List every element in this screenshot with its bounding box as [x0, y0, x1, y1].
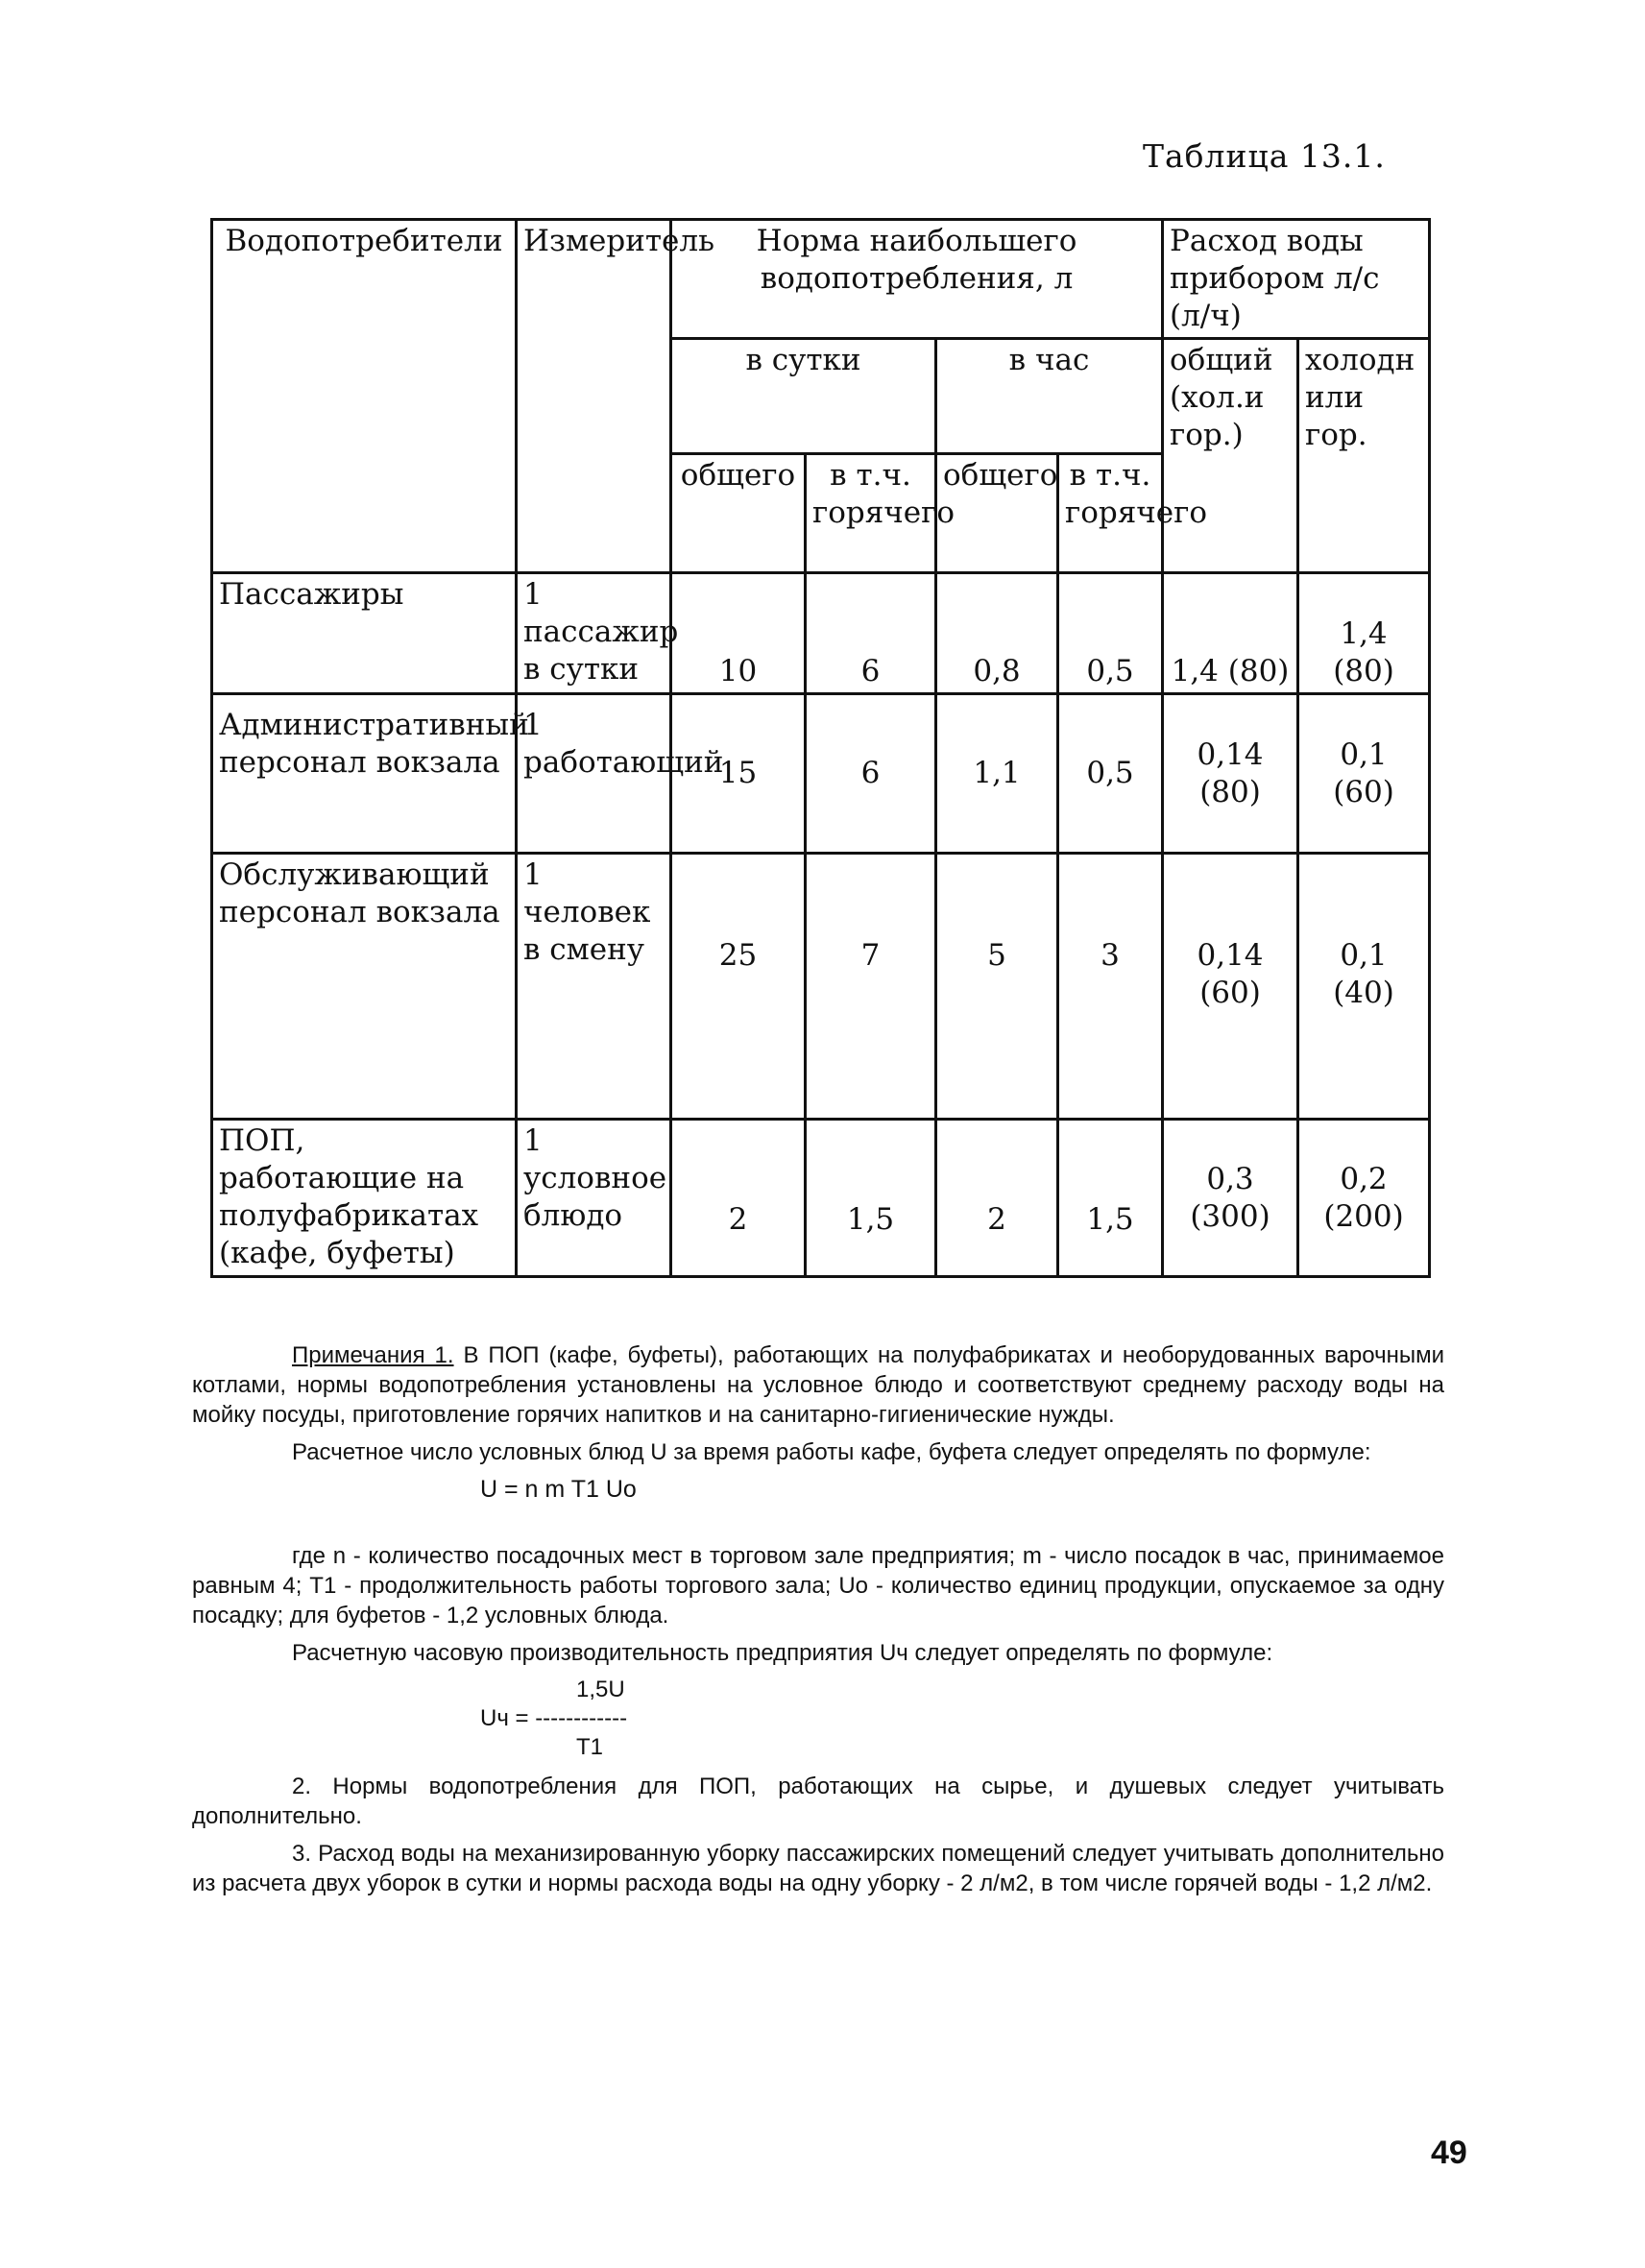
header-per-day: в сутки	[671, 339, 936, 454]
table-row	[212, 1120, 1430, 1277]
note-2: 2. Нормы водопотребления для ПОП, работающих на сырье, и душевых следует учитывать дополнительно.	[192, 1773, 1444, 1829]
cell-flow-cold: 0,2 (200)	[1298, 1120, 1430, 1277]
cell-consumer: ПОП, работающие на полуфабрикатах (кафе, буфеты)	[212, 1120, 517, 1277]
note-hourly-intro: Расчетную часовую производительность предприятия Uч следует определять по формуле:	[292, 1640, 1273, 1666]
note-1	[192, 1340, 1444, 1430]
cell-flow-cold: 0,1 (60)	[1298, 694, 1430, 854]
cell-flow-total: 0,14 (80)	[1163, 694, 1298, 854]
header-flow-total: общий (хол.и гор.)	[1163, 339, 1298, 573]
table-row	[212, 573, 1430, 694]
cell-flow-cold: 1,4 (80)	[1298, 573, 1430, 694]
notes-heading: Примечания 1.	[292, 1342, 454, 1368]
formula-u: U = n m T1 Uo	[480, 1476, 637, 1503]
cell-consumer: Обслуживающий персонал вокзала	[212, 854, 517, 1120]
cell-hour-total: 1,1	[936, 694, 1058, 854]
header-day-total: общего	[671, 454, 806, 573]
cell-day-hot: 1,5	[806, 1120, 936, 1277]
cell-hour-hot: 1,5	[1058, 1120, 1163, 1277]
formula-uch-lhs: Uч = ------------	[480, 1705, 628, 1731]
cell-consumer: Пассажиры	[212, 573, 517, 694]
cell-hour-hot: 0,5	[1058, 573, 1163, 694]
cell-unit: 1 человек в смену	[517, 854, 671, 1120]
cell-hour-total: 0,8	[936, 573, 1058, 694]
header-norm: Норма наибольшего водопотребления, л	[671, 220, 1163, 339]
header-unit: Измеритель	[517, 220, 671, 573]
header-flow: Расход воды прибором л/с (л/ч)	[1163, 220, 1430, 339]
page-number: 49	[1431, 2135, 1467, 2171]
cell-hour-total: 5	[936, 854, 1058, 1120]
cell-day-total: 2	[671, 1120, 806, 1277]
header-flow-cold: холодн или гор.	[1298, 339, 1430, 573]
header-hour-hot: в т.ч. горячего	[1058, 454, 1163, 573]
notes-section	[192, 1340, 1444, 1906]
cell-day-hot: 7	[806, 854, 936, 1120]
table-caption: Таблица 13.1.	[1143, 137, 1386, 175]
table-row	[212, 694, 1430, 854]
note-1-text: В ПОП (кафе, буфеты), работающих на полуфабрикатах и необорудованных варочными котлами, нормы водопотребления установлены на условное блюдо и соответствуют среднему расходу воды на мойку посуды, приготовление горячих напитков и на санитарно-гигиенические нужды.	[192, 1342, 1444, 1428]
formula-uch	[480, 1676, 1444, 1762]
header-day-hot: в т.ч. горячего	[806, 454, 936, 573]
cell-hour-total: 2	[936, 1120, 1058, 1277]
table-row	[212, 854, 1430, 1120]
cell-flow-cold: 0,1 (40)	[1298, 854, 1430, 1120]
header-per-hour: в час	[936, 339, 1163, 454]
cell-hour-hot: 0,5	[1058, 694, 1163, 854]
cell-day-hot: 6	[806, 573, 936, 694]
cell-unit: 1 условное блюдо	[517, 1120, 671, 1277]
cell-day-total: 25	[671, 854, 806, 1120]
note-3: 3. Расход воды на механизированную уборку пассажирских помещений следует учитывать дополнительно из расчета двух уборок в сутки и нормы расхода воды на одну уборку - 2 л/м2, в том числе горячей воды - 1,2 л/м2.	[192, 1841, 1444, 1896]
water-consumption-table	[210, 218, 1431, 1278]
cell-day-total: 10	[671, 573, 806, 694]
cell-unit: 1 работающий	[517, 694, 671, 854]
formula-uch-denominator: T1	[576, 1734, 604, 1760]
cell-consumer: Административный персонал вокзала	[212, 694, 517, 854]
cell-flow-total: 1,4 (80)	[1163, 573, 1298, 694]
formula-uch-numerator: 1,5U	[576, 1677, 625, 1702]
note-formula-intro: Расчетное число условных блюд U за время работы кафе, буфета следует определять по формуле:	[292, 1439, 1371, 1465]
cell-day-hot: 6	[806, 694, 936, 854]
cell-hour-hot: 3	[1058, 854, 1163, 1120]
header-hour-total: общего	[936, 454, 1058, 573]
header-consumers: Водопотребители	[212, 220, 517, 573]
note-variables: где n - количество посадочных мест в торговом зале предприятия; m - число посадок в час, принимаемое равным 4; T1 - продолжительность работы торгового зала; Uo - количество единиц продукции, опускаемое за одну посадку; для буфетов - 1,2 условных блюда.	[192, 1543, 1444, 1629]
cell-day-total: 15	[671, 694, 806, 854]
cell-flow-total: 0,3 (300)	[1163, 1120, 1298, 1277]
cell-flow-total: 0,14 (60)	[1163, 854, 1298, 1120]
cell-unit: 1 пассажир в сутки	[517, 573, 671, 694]
